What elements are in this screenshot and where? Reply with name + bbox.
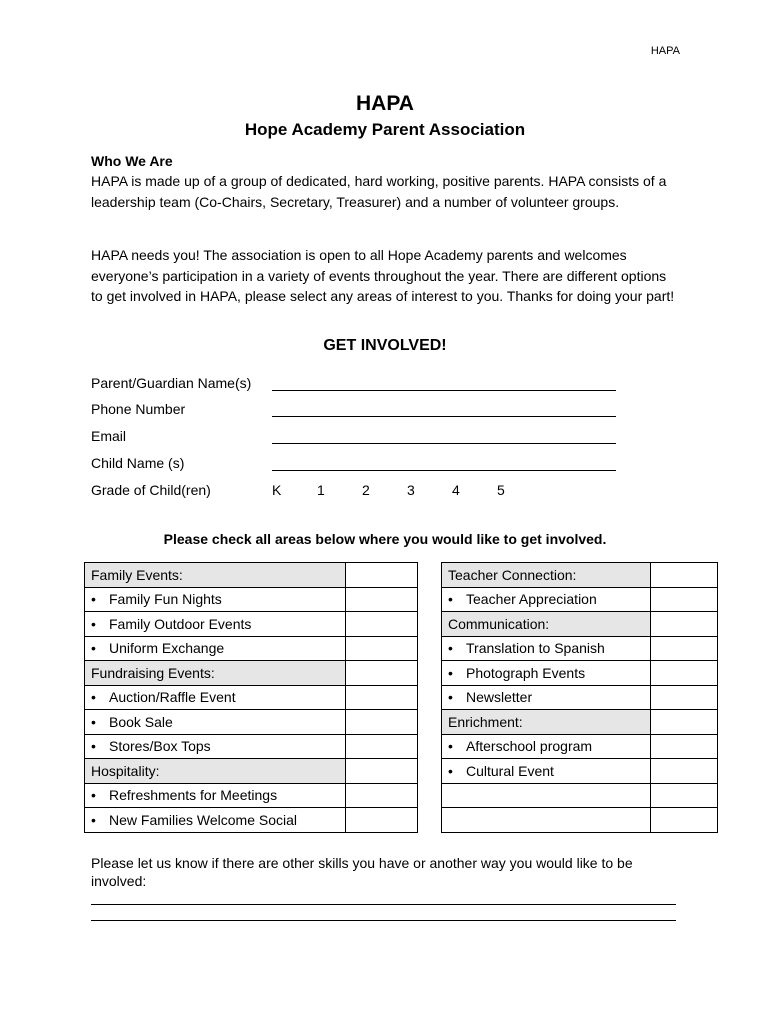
interest-row — [442, 661, 718, 686]
checkbox-cell[interactable] — [651, 612, 718, 637]
interest-option-label: Auction/Raffle Event — [109, 689, 236, 706]
interest-option — [85, 808, 346, 833]
right-interest-table — [441, 562, 718, 833]
other-skills-line-1[interactable] — [91, 904, 676, 905]
interest-row — [85, 587, 418, 612]
checkbox-cell[interactable] — [346, 563, 418, 588]
interest-row — [442, 587, 718, 612]
interest-option — [85, 612, 346, 637]
checkbox-cell[interactable] — [346, 661, 418, 686]
interest-option-label: Photograph Events — [466, 664, 586, 681]
checkbox-cell[interactable] — [346, 685, 418, 710]
email-label: Email — [91, 428, 127, 444]
checkbox-cell[interactable] — [346, 759, 418, 784]
category-header: Teacher Connection: — [442, 563, 651, 588]
category-header: Communication: — [442, 612, 651, 637]
interest-option — [85, 685, 346, 710]
interest-row — [442, 734, 718, 759]
checkbox-cell[interactable] — [651, 685, 718, 710]
phone-line[interactable] — [272, 416, 616, 417]
interest-option-label: Refreshments for Meetings — [109, 787, 278, 804]
interest-row — [442, 612, 718, 637]
interest-option-label: Family Outdoor Events — [109, 615, 252, 632]
bullet-icon: • — [91, 738, 96, 755]
grade-option-1[interactable]: 1 — [317, 482, 325, 498]
category-header: Hospitality: — [85, 759, 346, 784]
interest-option-label: Newsletter — [466, 689, 533, 706]
interest-option-label: Family Fun Nights — [109, 591, 222, 608]
interest-option — [442, 587, 651, 612]
document-title: HAPA — [356, 92, 414, 115]
grade-option-5[interactable]: 5 — [497, 482, 505, 498]
interest-row — [85, 661, 418, 686]
checkbox-cell[interactable] — [346, 710, 418, 735]
bullet-icon: • — [91, 787, 96, 804]
interest-option — [85, 587, 346, 612]
bullet-icon: • — [448, 689, 453, 706]
checkbox-cell[interactable] — [651, 710, 718, 735]
checkbox-cell[interactable] — [346, 636, 418, 661]
empty-cell — [442, 783, 651, 808]
grade-label: Grade of Child(ren) — [91, 482, 211, 498]
checkbox-cell[interactable] — [651, 783, 718, 808]
email-line[interactable] — [272, 443, 616, 444]
interest-row — [85, 612, 418, 637]
document-subtitle: Hope Academy Parent Association — [244, 120, 526, 139]
who-we-are-text: HAPA is made up of a group of dedicated, hard working, positive parents. HAPA consists of a leadership team (Co-Chairs, Secretary, Treasurer) and a number of volunteer groups. — [91, 173, 667, 210]
interest-row — [85, 636, 418, 661]
interest-row — [85, 710, 418, 735]
interest-option-label: Teacher Appreciation — [466, 591, 597, 608]
interest-option — [442, 685, 651, 710]
interest-row — [442, 808, 718, 833]
bullet-icon: • — [91, 615, 96, 632]
other-skills-line-2[interactable] — [91, 920, 676, 921]
grade-option-k[interactable]: K — [272, 482, 282, 498]
interest-option-label: Translation to Spanish — [466, 640, 605, 657]
interest-row — [442, 563, 718, 588]
checkbox-cell[interactable] — [346, 734, 418, 759]
bullet-icon: • — [448, 640, 453, 657]
page-header-mark: HAPA — [650, 45, 680, 57]
interest-row — [85, 563, 418, 588]
child-name-label: Child Name (s) — [91, 455, 185, 471]
category-header: Fundraising Events: — [85, 661, 346, 686]
checkbox-cell[interactable] — [346, 612, 418, 637]
get-involved-heading: GET INVOLVED! — [323, 337, 447, 354]
grade-option-4[interactable]: 4 — [452, 482, 460, 498]
needs-you-text: HAPA needs you! The association is open to all Hope Academy parents and welcomes everyone’s participation in a variety of events throughout the year. There are different options to get involved in HAPA, please select any areas of interest to you. Thanks for doing your part! — [91, 247, 675, 304]
interest-option — [85, 636, 346, 661]
interest-row — [85, 783, 418, 808]
interest-option — [85, 783, 346, 808]
checkbox-cell[interactable] — [651, 563, 718, 588]
interest-option-label: Cultural Event — [466, 762, 554, 779]
parent-name-label: Parent/Guardian Name(s) — [91, 375, 252, 391]
checkbox-cell[interactable] — [651, 661, 718, 686]
bullet-icon: • — [448, 664, 453, 681]
interest-row — [85, 808, 418, 833]
checkbox-cell[interactable] — [651, 808, 718, 833]
category-header: Family Events: — [85, 563, 346, 588]
interest-option-label: Uniform Exchange — [109, 640, 225, 657]
interest-option-label: Stores/Box Tops — [109, 738, 211, 755]
bullet-icon: • — [91, 713, 96, 730]
interest-option-label: New Families Welcome Social — [109, 811, 298, 828]
bullet-icon: • — [448, 738, 453, 755]
interest-row — [442, 636, 718, 661]
interest-option — [442, 759, 651, 784]
interest-option — [85, 710, 346, 735]
interest-row — [442, 759, 718, 784]
interest-option — [442, 636, 651, 661]
interest-option — [442, 734, 651, 759]
other-skills-prompt: Please let us know if there are other skills you have or another way you would like to be involved: — [91, 855, 633, 889]
interest-option-label: Book Sale — [109, 713, 173, 730]
bullet-icon: • — [91, 689, 96, 706]
interest-option — [85, 734, 346, 759]
bullet-icon: • — [448, 591, 453, 608]
checkbox-cell[interactable] — [651, 734, 718, 759]
who-we-are-heading: Who We Are — [91, 153, 173, 169]
interest-option — [442, 661, 651, 686]
checkbox-cell[interactable] — [651, 759, 718, 784]
checkbox-cell[interactable] — [346, 587, 418, 612]
interest-row — [442, 685, 718, 710]
grade-option-3[interactable]: 3 — [407, 482, 415, 498]
interest-option-label: Afterschool program — [466, 738, 593, 755]
checkbox-cell[interactable] — [346, 783, 418, 808]
bullet-icon: • — [91, 591, 96, 608]
phone-label: Phone Number — [91, 401, 186, 417]
checkbox-cell[interactable] — [651, 587, 718, 612]
checkbox-cell[interactable] — [346, 808, 418, 833]
child-name-line[interactable] — [272, 470, 616, 471]
empty-cell — [442, 808, 651, 833]
bullet-icon: • — [91, 640, 96, 657]
category-header: Enrichment: — [442, 710, 651, 735]
interest-row — [85, 734, 418, 759]
parent-name-line[interactable] — [272, 390, 616, 391]
checkbox-cell[interactable] — [651, 636, 718, 661]
check-instruction: Please check all areas below where you would like to get involved. — [163, 531, 607, 547]
left-interest-table — [84, 562, 418, 833]
interest-row — [85, 685, 418, 710]
bullet-icon: • — [448, 762, 453, 779]
interest-row — [442, 783, 718, 808]
interest-row — [85, 759, 418, 784]
interest-row — [442, 710, 718, 735]
bullet-icon: • — [91, 811, 96, 828]
grade-option-2[interactable]: 2 — [362, 482, 370, 498]
